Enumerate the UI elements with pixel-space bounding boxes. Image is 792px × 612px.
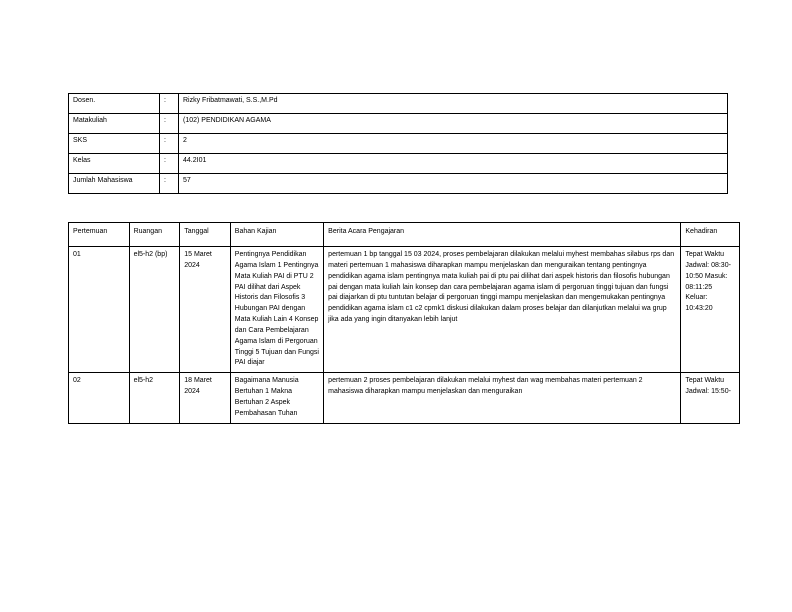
info-label: Jumlah Mahasiswa bbox=[69, 174, 160, 194]
info-row bbox=[69, 154, 728, 174]
cell-bahan-kajian: Pentingnya Pendidikan Agama Islam 1 Pentingnya Mata Kuliah PAI di PTU 2 PAI dilihat dari Aspek Historis dan Filosofis 3 Hubungan PAI dengan Mata Kuliah Lain 4 Konsep dan Cara Pembelajaran Agama Islam di Pergoruan Tinggi 5 Tujuan dan Fungsi PAI diajar bbox=[230, 247, 323, 373]
info-label: Matakuliah bbox=[69, 114, 160, 134]
info-label: Dosen. bbox=[69, 94, 160, 114]
cell-kehadiran: Tepat Waktu Jadwal: 15:50- bbox=[681, 373, 740, 423]
info-row bbox=[69, 174, 728, 194]
info-separator: : bbox=[160, 94, 179, 114]
cell-tanggal: 18 Maret 2024 bbox=[180, 373, 231, 423]
header-kehadiran: Kehadiran bbox=[681, 223, 740, 247]
cell-berita-acara: pertemuan 1 bp tanggal 15 03 2024, proses pembelajaran dilakukan melalui myhest membahas silabus rps dan materi pertemuan 1 mahasiswa diharapkan mampu menjelaskan dan menguraikan tentang pentingnya pendidikan agama islam pentingnya mata kuliah pai di ptu pai dilihat dari aspek historis dan filosofis hubungan pai dengan mata kuliah lain konsep dan cara pembelajaran agama islam di pergoruan tinggi tujuan dan fungsi pai diajarkan di ptu tuntutan belajar di pergoruan tinggi mampu menjelaskan dan mengemukakan pentingnya pendidikan agama islam c1 c2 cpmk1 diskusi dilakukan dalam proses belajar dan dilanjutkan melalui wa grup jika ada yang ingin ditanyakan lebih lanjut bbox=[324, 247, 681, 373]
info-value: 44.2I01 bbox=[179, 154, 728, 174]
cell-bahan-kajian: Bagaimana Manusia Bertuhan 1 Makna Bertuhan 2 Aspek Pembahasan Tuhan bbox=[230, 373, 323, 423]
header-berita-acara: Berita Acara Pengajaran bbox=[324, 223, 681, 247]
info-row bbox=[69, 134, 728, 154]
info-separator: : bbox=[160, 174, 179, 194]
header-tanggal: Tanggal bbox=[180, 223, 231, 247]
header-pertemuan: Pertemuan bbox=[69, 223, 130, 247]
table-row bbox=[69, 373, 740, 423]
header-bahan-kajian: Bahan Kajian bbox=[230, 223, 323, 247]
cell-berita-acara: pertemuan 2 proses pembelajaran dilakukan melalui myhest dan wag membahas materi pertemuan 2 mahasiswa diharapkan mampu menjelaskan dan menguraikan bbox=[324, 373, 681, 423]
cell-kehadiran: Tepat Waktu Jadwal: 08:30-10:50 Masuk: 08:11:25 Keluar: 10:43:20 bbox=[681, 247, 740, 373]
info-separator: : bbox=[160, 134, 179, 154]
cell-tanggal: 15 Maret 2024 bbox=[180, 247, 231, 373]
info-row bbox=[69, 114, 728, 134]
info-row bbox=[69, 94, 728, 114]
cell-ruangan: el5-h2 (bp) bbox=[129, 247, 180, 373]
info-value: 2 bbox=[179, 134, 728, 154]
info-separator: : bbox=[160, 114, 179, 134]
table-row bbox=[69, 247, 740, 373]
info-value: Rizky Fribatmawati, S.S.,M.Pd bbox=[179, 94, 728, 114]
cell-ruangan: el5-h2 bbox=[129, 373, 180, 423]
info-label: SKS bbox=[69, 134, 160, 154]
course-info-table bbox=[68, 93, 728, 194]
info-value: 57 bbox=[179, 174, 728, 194]
cell-pertemuan: 01 bbox=[69, 247, 130, 373]
info-separator: : bbox=[160, 154, 179, 174]
info-label: Kelas bbox=[69, 154, 160, 174]
cell-pertemuan: 02 bbox=[69, 373, 130, 423]
teaching-record-table bbox=[68, 222, 740, 424]
header-ruangan: Ruangan bbox=[129, 223, 180, 247]
info-value: (102) PENDIDIKAN AGAMA bbox=[179, 114, 728, 134]
table-header-row bbox=[69, 223, 740, 247]
